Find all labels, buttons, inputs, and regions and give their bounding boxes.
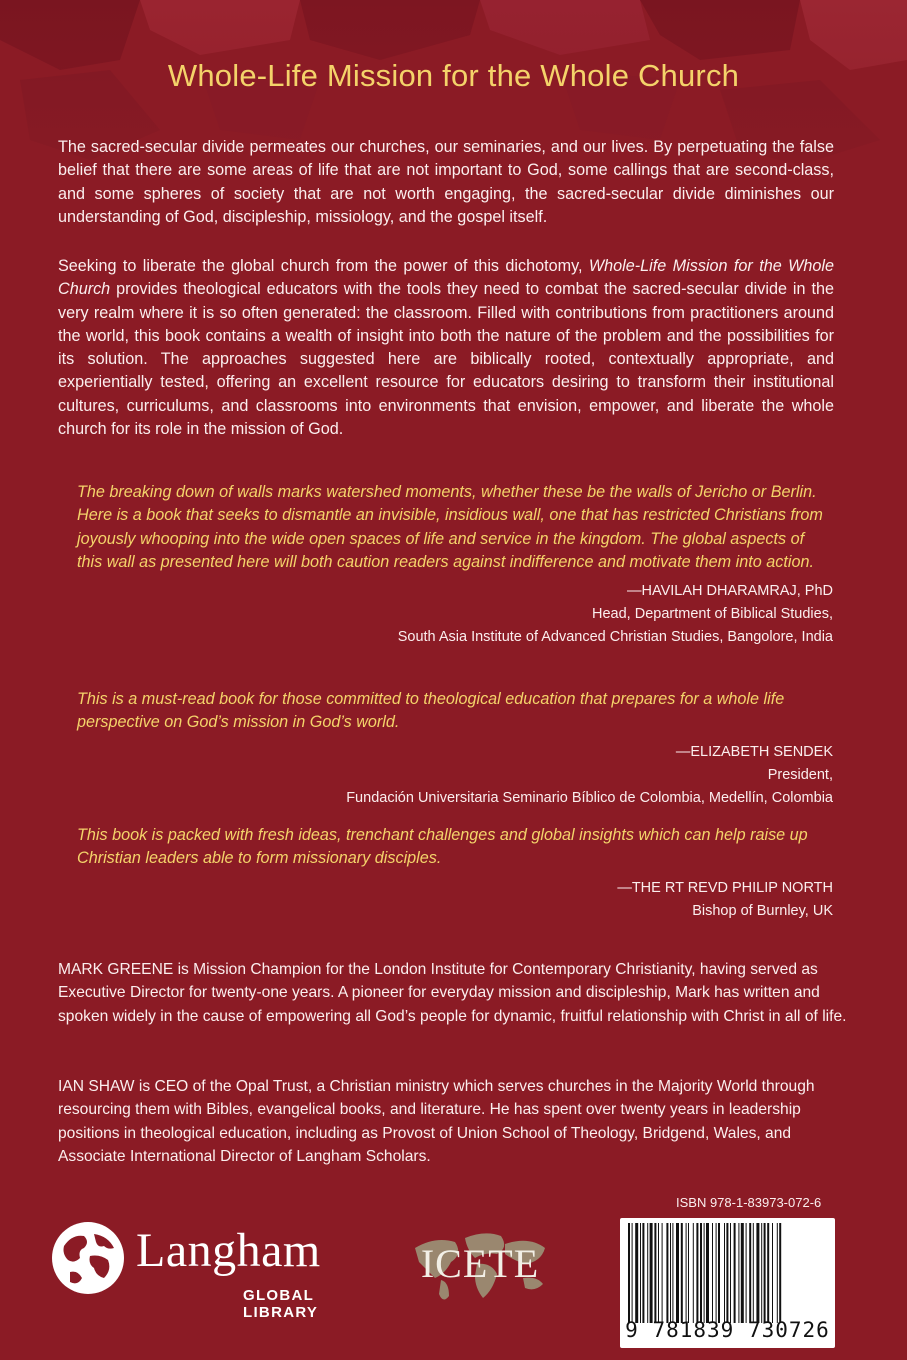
icete-logo <box>405 1218 555 1313</box>
endorsement-quote: This book is packed with fresh ideas, trenchant challenges and global insights which can help raise up Christian leaders able to form missionary disciples. <box>77 826 808 868</box>
icete-name: ICETE <box>420 1241 540 1286</box>
barcode-bar <box>672 1223 673 1323</box>
endorsement-affiliation: South Asia Institute of Advanced Christian Studies, Bangolore, India <box>397 629 833 646</box>
barcode-bar <box>777 1223 778 1323</box>
description-text-end: provides theological educators with the tools they need to combat the sacred-secular divide in the very realm where it is so often generated: the classroom. Filled with contributions from practitioners around the world, this book contains a wealth of insight into both the nature of the problem and the possibilities for its solution. The approaches suggested here are biblically rooted, contextually appropriate, and experientially tested, offering an excellent resource for educators desiring to transform their institutional cultures, curriculums, and classrooms into environments that envision, empower, and liberate the whole church for its role in the mission of God. <box>58 280 834 439</box>
barcode-bar <box>693 1223 694 1323</box>
barcode-bar <box>716 1223 717 1323</box>
author-bio-ian-shaw: IAN SHAW is CEO of the Opal Trust, a Christian ministry which serves churches in the Majority World through resourcing them with Bibles, evangelical books, and literature. He has spent over twenty years in leadership positions in theological education, including as Provost of Union School of Theology, Bridgend, Wales, and Associate International Director of Langham Scholars. <box>58 1078 815 1165</box>
barcode-bar <box>767 1223 769 1323</box>
barcode-bar <box>726 1223 728 1323</box>
langham-logo <box>50 1214 360 1321</box>
barcode-bar <box>772 1223 773 1323</box>
barcode-bar <box>734 1223 736 1323</box>
barcode-bar <box>706 1223 709 1323</box>
endorsement-quote: This is a must-read book for those committed to theological education that prepares for a whole life perspective on God’s mission in God’s world. <box>77 690 785 732</box>
description-text-start: Seeking to liberate the global church from the power of this dichotomy, <box>58 257 589 275</box>
publisher-name: Langham <box>136 1224 321 1277</box>
barcode-bar <box>718 1223 720 1323</box>
barcode-bar <box>761 1223 762 1323</box>
barcode-bar <box>753 1223 754 1323</box>
barcode-bar <box>635 1223 638 1323</box>
barcode-bar <box>670 1223 671 1323</box>
barcode-bars <box>626 1223 829 1323</box>
barcode-bar <box>700 1223 702 1323</box>
barcode-bar <box>704 1223 705 1323</box>
globe-icon <box>50 1220 126 1296</box>
barcode-bar <box>654 1223 656 1323</box>
barcode <box>620 1218 835 1348</box>
barcode-bar <box>642 1223 644 1323</box>
barcode-bar <box>676 1223 679 1323</box>
barcode-bar <box>756 1223 759 1323</box>
barcode-bar <box>662 1223 663 1323</box>
barcode-bar <box>749 1223 751 1323</box>
barcode-bar <box>779 1223 781 1323</box>
endorsement-affiliation: Fundación Universitaria Seminario Bíblico de Colombia, Medellín, Colombia <box>346 789 833 806</box>
barcode-bar <box>746 1223 747 1323</box>
barcode-bar <box>681 1223 683 1323</box>
barcode-bar <box>647 1223 648 1323</box>
barcode-bar <box>696 1223 698 1323</box>
endorsement-quote: The breaking down of walls marks watershed moments, whether these be the walls of Jericho or Berlin. Here is a book that seeks to dismantle an invisible, insidious wall, one that has restricted Christians from joyously whooping into the wide open spaces of life and service in the kingdom. The global aspects of this wall as presented here will both caution readers against indifference and motivate them into action. <box>77 483 823 571</box>
description-book-title: Whole-Life Mission for the Whole Church <box>58 257 834 299</box>
barcode-bar <box>640 1223 641 1323</box>
cover-title: Whole-Life Mission for the Whole Church <box>167 58 740 93</box>
barcode-bar <box>724 1223 725 1323</box>
isbn-label: ISBN 978-1-83973-072-6 <box>676 1195 822 1210</box>
barcode-bar <box>686 1223 687 1323</box>
endorsement-2 <box>77 688 833 810</box>
barcode-bar <box>650 1223 653 1323</box>
barcode-bar <box>628 1223 630 1323</box>
barcode-number: 9 781839 730726 <box>625 1318 830 1342</box>
endorsement-1 <box>77 481 833 649</box>
endorsement-role: Head, Department of Biblical Studies, <box>592 606 833 623</box>
barcode-bar <box>730 1223 731 1323</box>
barcode-bar <box>738 1223 739 1323</box>
barcode-bar <box>712 1223 713 1323</box>
endorsement-role: Bishop of Burnley, UK <box>692 902 833 919</box>
endorsement-3 <box>77 824 833 923</box>
barcode-bar <box>741 1223 744 1323</box>
endorsement-role: President, <box>767 766 833 783</box>
barcode-bar <box>658 1223 659 1323</box>
barcode-bar <box>764 1223 766 1323</box>
description-paragraph <box>58 255 834 441</box>
barcode-bar <box>688 1223 689 1323</box>
endorsement-name: —THE RT REVD PHILIP NORTH <box>617 879 833 896</box>
intro-paragraph: The sacred-secular divide permeates our churches, our seminaries, and our lives. By perpetuating the false belief that there are some areas of life that are not important to God, some callings that are second-class, and some spheres of society that are not worth engaging, the sacred-secular divide diminishes our understanding of God, discipleship, missiology, and the gospel itself. <box>58 138 834 226</box>
barcode-bar <box>632 1223 633 1323</box>
endorsement-name: —HAVILAH DHARAMRAJ, PhD <box>627 583 833 600</box>
author-bio-mark-greene: MARK GREENE is Mission Champion for the London Institute for Contemporary Christianity, having served as Executive Director for twenty-one years. A pioneer for everyday mission and discipleship, Mark has written and spoken widely in the cause of empowering all God’s people for dynamic, fruitful relationship with Christ in all of life. <box>58 961 847 1025</box>
publisher-subtitle: GLOBAL LIBRARY <box>243 1287 319 1321</box>
barcode-bar <box>666 1223 668 1323</box>
endorsement-name: —ELIZABETH SENDEK <box>675 743 833 760</box>
